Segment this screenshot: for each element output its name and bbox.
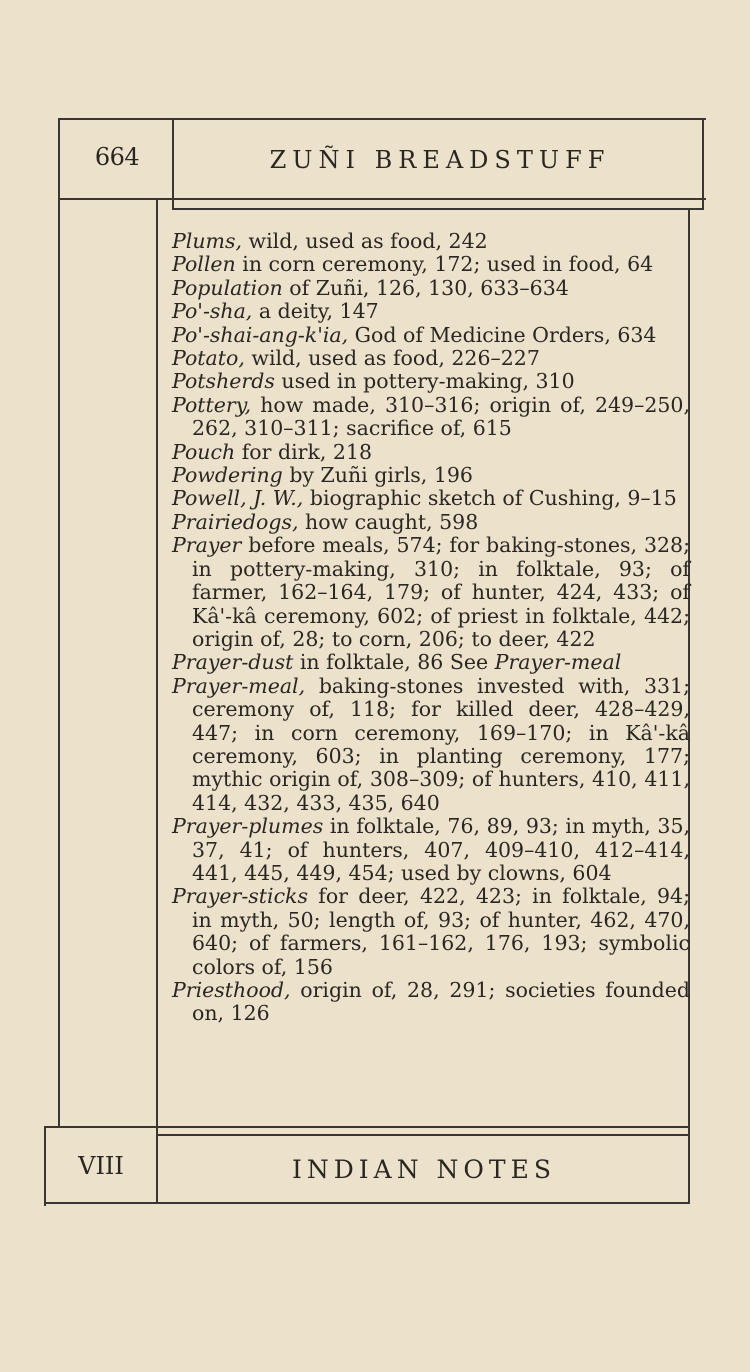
index-references: a deity, 147 xyxy=(252,299,379,324)
index-term: Prayer-plumes xyxy=(172,814,324,839)
index-term: Prayer-dust xyxy=(172,650,294,675)
index-entry xyxy=(172,464,690,487)
index-term: Potato, xyxy=(172,346,245,371)
index-references: baking-stones invested with, 331; ceremony of, 118; for killed deer, 428–429, 447; in corn ceremony, 169–170; in Kâ'-kâ ceremony, 603; in planting ceremony, 177; mythic origin of, 308–309; of hunters, 410, 411, 414, 432, 433, 435, 640 xyxy=(192,673,690,815)
index-references: in corn ceremony, 172; used in food, 64 xyxy=(235,252,654,277)
index-references: how made, 310–316; origin of, 249–250, 262, 310–311; sacrifice of, 615 xyxy=(192,392,690,441)
index-term: Priesthood, xyxy=(172,978,291,1002)
index-references: wild, used as food, 242 xyxy=(242,229,488,253)
index-entry xyxy=(172,347,690,370)
index-references: used in pottery-making, 310 xyxy=(274,369,575,394)
index-entry xyxy=(172,253,690,276)
inner-left-rule xyxy=(156,198,158,1204)
index-entry xyxy=(172,370,690,393)
index-term: Prayer-meal, xyxy=(172,673,306,698)
index-term: Po'-sha, xyxy=(172,299,253,324)
index-term: Population xyxy=(172,275,283,300)
index-entry xyxy=(172,487,690,510)
index-entry xyxy=(172,441,690,464)
footer-top-rule xyxy=(44,1126,690,1128)
index-term: Prayer xyxy=(172,533,242,558)
index-entry xyxy=(172,324,690,347)
index-entry xyxy=(172,675,690,815)
cross-reference: Prayer-meal xyxy=(494,650,622,675)
index-references: by Zuñi girls, 196 xyxy=(282,463,473,488)
footer-title: INDIAN NOTES xyxy=(292,1155,556,1184)
footer-volume: VIII xyxy=(78,1152,124,1180)
index-references: before meals, 574; for baking-stones, 328; in pottery-making, 310; in folktale, 93; of farmer, 162–164, 179; of hunter, 424, 433; of Kâ'-kâ ceremony, 602; of priest in folktale, 442; origin of, 28; to corn, 206; to deer, 422 xyxy=(192,533,690,651)
index-references: wild, used as food, 226–227 xyxy=(244,346,540,371)
index-entry xyxy=(172,979,690,1026)
index-entry xyxy=(172,651,690,674)
index-list xyxy=(172,230,690,1026)
index-references: of Zuñi, 126, 130, 633–634 xyxy=(282,275,569,300)
footer-top-rule-2 xyxy=(156,1134,690,1136)
page-number: 664 xyxy=(94,143,140,171)
index-entry xyxy=(172,815,690,885)
index-entry xyxy=(172,511,690,534)
index-term: Prayer-sticks xyxy=(172,884,308,909)
index-term: Pouch xyxy=(172,439,236,464)
index-references: God of Medicine Orders, 634 xyxy=(348,322,657,347)
index-entry xyxy=(172,534,690,651)
frame-top-rule xyxy=(58,118,706,120)
index-entry xyxy=(172,885,690,979)
header-bottom-rule-2 xyxy=(172,208,704,210)
index-term: Pollen xyxy=(172,252,236,277)
index-entry xyxy=(172,230,690,253)
index-entry xyxy=(172,300,690,323)
index-term: Potsherds xyxy=(172,369,275,394)
frame-left-rule xyxy=(58,118,60,1128)
index-term: Po'-shai-ang-k'ia, xyxy=(172,322,349,347)
index-entry xyxy=(172,394,690,441)
index-term: Prairiedogs, xyxy=(172,509,299,534)
running-title: ZUÑI BREADSTUFF xyxy=(269,146,611,174)
index-references: biographic sketch of Cushing, 9–15 xyxy=(303,486,677,511)
index-references: origin of, 28, 291; societies founded on, 126 xyxy=(192,978,690,1026)
index-references: in folktale, 86 See xyxy=(293,650,495,675)
index-references: for deer, 422, 423; in folktale, 94; in myth, 50; length of, 93; of hunter, 462, 470, 640; of farmers, 161–162, 176, 193; symbolic colors of, 156 xyxy=(192,884,690,979)
index-references: in folktale, 76, 89, 93; in myth, 35, 37, 41; of hunters, 407, 409–410, 412–414, 441, 445, 449, 454; used by clowns, 604 xyxy=(192,814,690,885)
index-term: Pottery, xyxy=(172,392,252,417)
index-references: how caught, 598 xyxy=(298,509,479,534)
index-references: for dirk, 218 xyxy=(235,439,373,464)
index-term: Powell, J. W., xyxy=(172,486,304,511)
footer-bottom-rule xyxy=(44,1202,690,1204)
index-term: Powdering xyxy=(172,463,283,488)
index-entry xyxy=(172,277,690,300)
index-term: Plums, xyxy=(172,229,243,253)
